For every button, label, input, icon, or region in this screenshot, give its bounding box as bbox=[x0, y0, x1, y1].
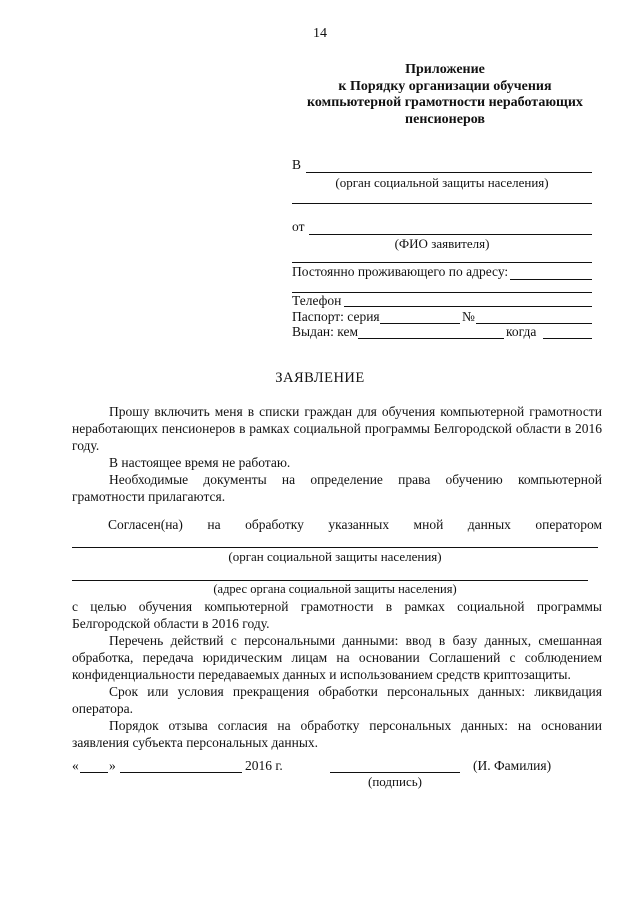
from-label: от bbox=[292, 219, 305, 234]
consent-word: указанных bbox=[328, 517, 390, 532]
consent-line bbox=[108, 517, 602, 533]
consent-paragraph-2: Перечень действий с персональными данными: ввод в базу данных, смешанная обработка, передача юридическим лицам на основании Соглашений с соблюдением конфиденциальности передаваемых данных и использованием средств криптозащиты. bbox=[72, 633, 602, 682]
from-field-extra[interactable] bbox=[292, 262, 592, 263]
statement-title: ЗАЯВЛЕНИЕ bbox=[275, 370, 365, 386]
signature-name: (И. Фамилия) bbox=[473, 758, 552, 773]
passport-series-field[interactable] bbox=[380, 323, 460, 324]
consent-word: обработку bbox=[245, 517, 304, 532]
signature-caption: (подпись) bbox=[368, 774, 422, 789]
from-field[interactable] bbox=[309, 234, 592, 235]
operator-address-field[interactable] bbox=[72, 580, 588, 581]
operator-address-caption: (адрес органа социальной защиты населения) bbox=[213, 582, 457, 596]
consent-word: оператором bbox=[535, 517, 602, 532]
issued-when-field[interactable] bbox=[543, 338, 592, 339]
appendix-line-3: компьютерной грамотности неработающих bbox=[307, 95, 583, 110]
statement-paragraph-2: В настоящее время не работаю. bbox=[109, 455, 291, 470]
address-field[interactable] bbox=[510, 279, 592, 280]
statement-paragraph-3: Необходимые документы на определение права обучению компьютерной грамотности прилагаются. bbox=[72, 472, 602, 504]
from-caption: (ФИО заявителя) bbox=[394, 236, 490, 251]
consent-paragraph-3: Срок или условия прекращения обработки персональных данных: ликвидация оператора. bbox=[72, 684, 602, 716]
date-month-field[interactable] bbox=[120, 772, 242, 773]
phone-label: Телефон bbox=[292, 293, 342, 308]
issued-by-label: Выдан: кем bbox=[292, 324, 359, 339]
consent-paragraph-4: Порядок отзыва согласия на обработку персональных данных: на основании заявления субъекта персональных данных. bbox=[72, 718, 602, 750]
signature-field[interactable] bbox=[330, 772, 460, 773]
issued-when-label: когда bbox=[506, 324, 537, 339]
consent-word: Согласен(на) bbox=[108, 517, 183, 532]
phone-field[interactable] bbox=[344, 306, 592, 307]
date-quote-close: » bbox=[109, 758, 116, 773]
date-quote-open: « bbox=[72, 758, 79, 773]
consent-word: на bbox=[207, 517, 221, 532]
to-field-extra[interactable] bbox=[292, 203, 592, 204]
operator-caption: (орган социальной защиты населения) bbox=[228, 549, 442, 564]
issued-by-field[interactable] bbox=[358, 338, 504, 339]
appendix-line-4: пенсионеров bbox=[405, 111, 485, 127]
passport-series-label: Паспорт: серия bbox=[292, 309, 380, 324]
to-field[interactable] bbox=[306, 172, 592, 173]
to-caption: (орган социальной защиты населения) bbox=[335, 175, 549, 190]
address-label: Постоянно проживающего по адресу: bbox=[292, 264, 509, 279]
consent-paragraph-1: с целью обучения компьютерной грамотности в рамках социальной программы Белгородской области в 2016 году. bbox=[72, 599, 602, 631]
consent-word: мной bbox=[413, 517, 444, 532]
appendix-header bbox=[300, 62, 590, 128]
date-day-field[interactable] bbox=[80, 772, 108, 773]
date-year: 2016 г. bbox=[245, 758, 283, 773]
to-label: В bbox=[292, 157, 302, 172]
statement-paragraph-1: Прошу включить меня в списки граждан для обучения компьютерной грамотности неработающих пенсионеров в рамках социальной программы Белгородской области в 2016 году. bbox=[72, 404, 602, 453]
appendix-line-2: к Порядку организации обучения bbox=[338, 78, 552, 94]
consent-word: данных bbox=[467, 517, 511, 532]
page-number: 14 bbox=[313, 26, 327, 41]
appendix-title: Приложение bbox=[405, 62, 485, 77]
passport-number-label: № bbox=[462, 309, 475, 324]
operator-field[interactable] bbox=[72, 547, 598, 548]
